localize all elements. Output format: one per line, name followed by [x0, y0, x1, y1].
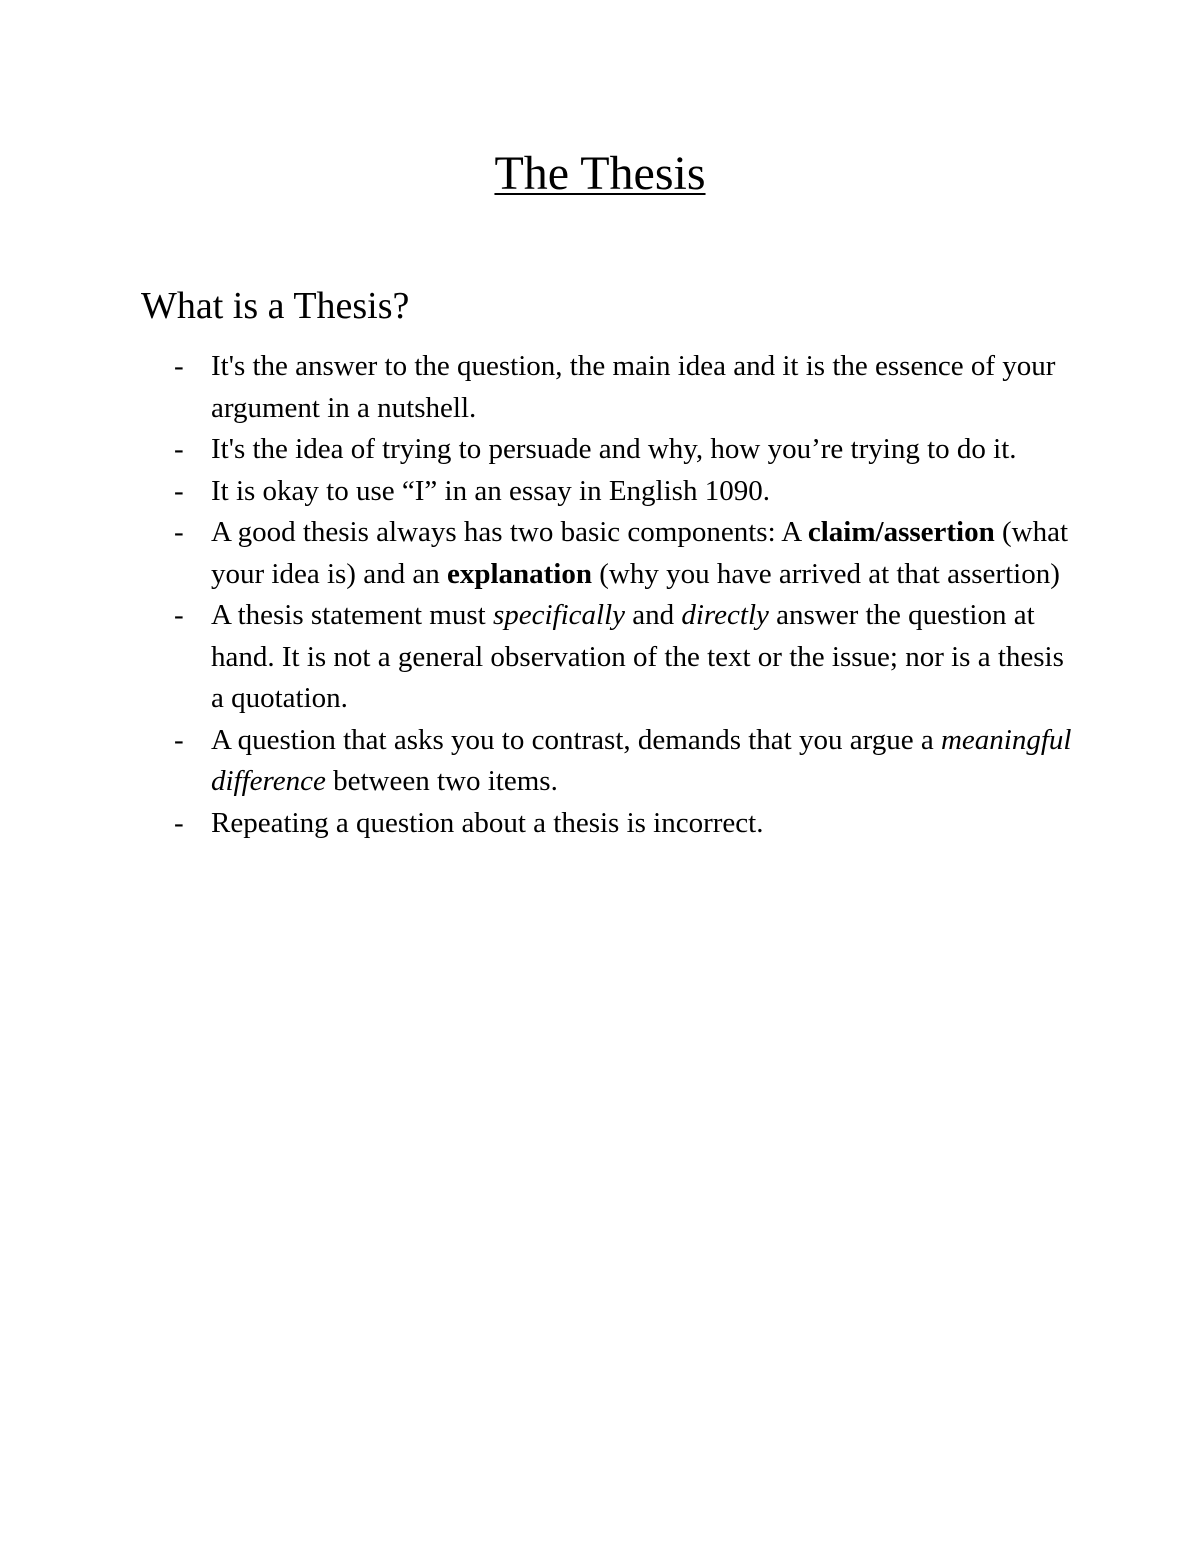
section-heading: What is a Thesis? [141, 285, 410, 327]
bullet-marker: - [174, 474, 184, 507]
bullet-text-segment: It is okay to use “I” in an essay in English 1090. [211, 474, 770, 507]
bullet-marker: - [174, 806, 184, 839]
bullet-text-segment: It's the idea of trying to persuade and why, how you’re trying to do it. [211, 433, 1017, 465]
bullet-text-segment: A question that asks you to contrast, demands that you argue a [211, 723, 941, 756]
bullet-item [174, 471, 1074, 513]
bullet-text-segment: claim/assertion [807, 516, 995, 548]
bullet-item [174, 720, 1074, 803]
bullet-marker: - [174, 433, 184, 465]
bullet-text-segment: (what your idea is) and an [211, 516, 1069, 590]
bullet-item [174, 595, 1074, 720]
document-title [0, 146, 1200, 202]
bullet-marker: - [174, 516, 184, 548]
bullet-marker: - [174, 723, 184, 756]
bullet-list [174, 346, 1074, 844]
bullet-text-segment: A thesis statement must [211, 599, 493, 631]
bullet-text-segment: answer the question at hand. It is not a general observation of the text or the issue; nor is a thesis a quotation. [211, 599, 1064, 714]
bullet-text-segment: A good thesis always has two basic components: A [211, 516, 808, 548]
bullet-text-segment: between two items. [325, 765, 558, 797]
bullet-item [174, 346, 1074, 429]
bullet-marker: - [174, 350, 184, 382]
bullet-text-segment: explanation [446, 557, 592, 590]
bullet-text-segment: meaningful difference [211, 723, 1072, 797]
bullet-item [174, 803, 1074, 845]
bullet-item [174, 429, 1074, 471]
bullet-marker: - [174, 599, 184, 631]
bullet-text-segment: directly [681, 599, 769, 631]
document-title-text: The Thesis [494, 147, 706, 200]
bullet-text-segment: (why you have arrived at that assertion) [591, 557, 1060, 590]
bullet-item [174, 512, 1074, 595]
bullet-text-segment: Repeating a question about a thesis is incorrect. [211, 806, 764, 839]
bullet-text-segment: It's the answer to the question, the main idea and it is the essence of your argument in a nutshell. [211, 350, 1056, 424]
bullet-text-segment: specifically [492, 599, 625, 631]
bullet-text-segment: and [625, 599, 682, 631]
